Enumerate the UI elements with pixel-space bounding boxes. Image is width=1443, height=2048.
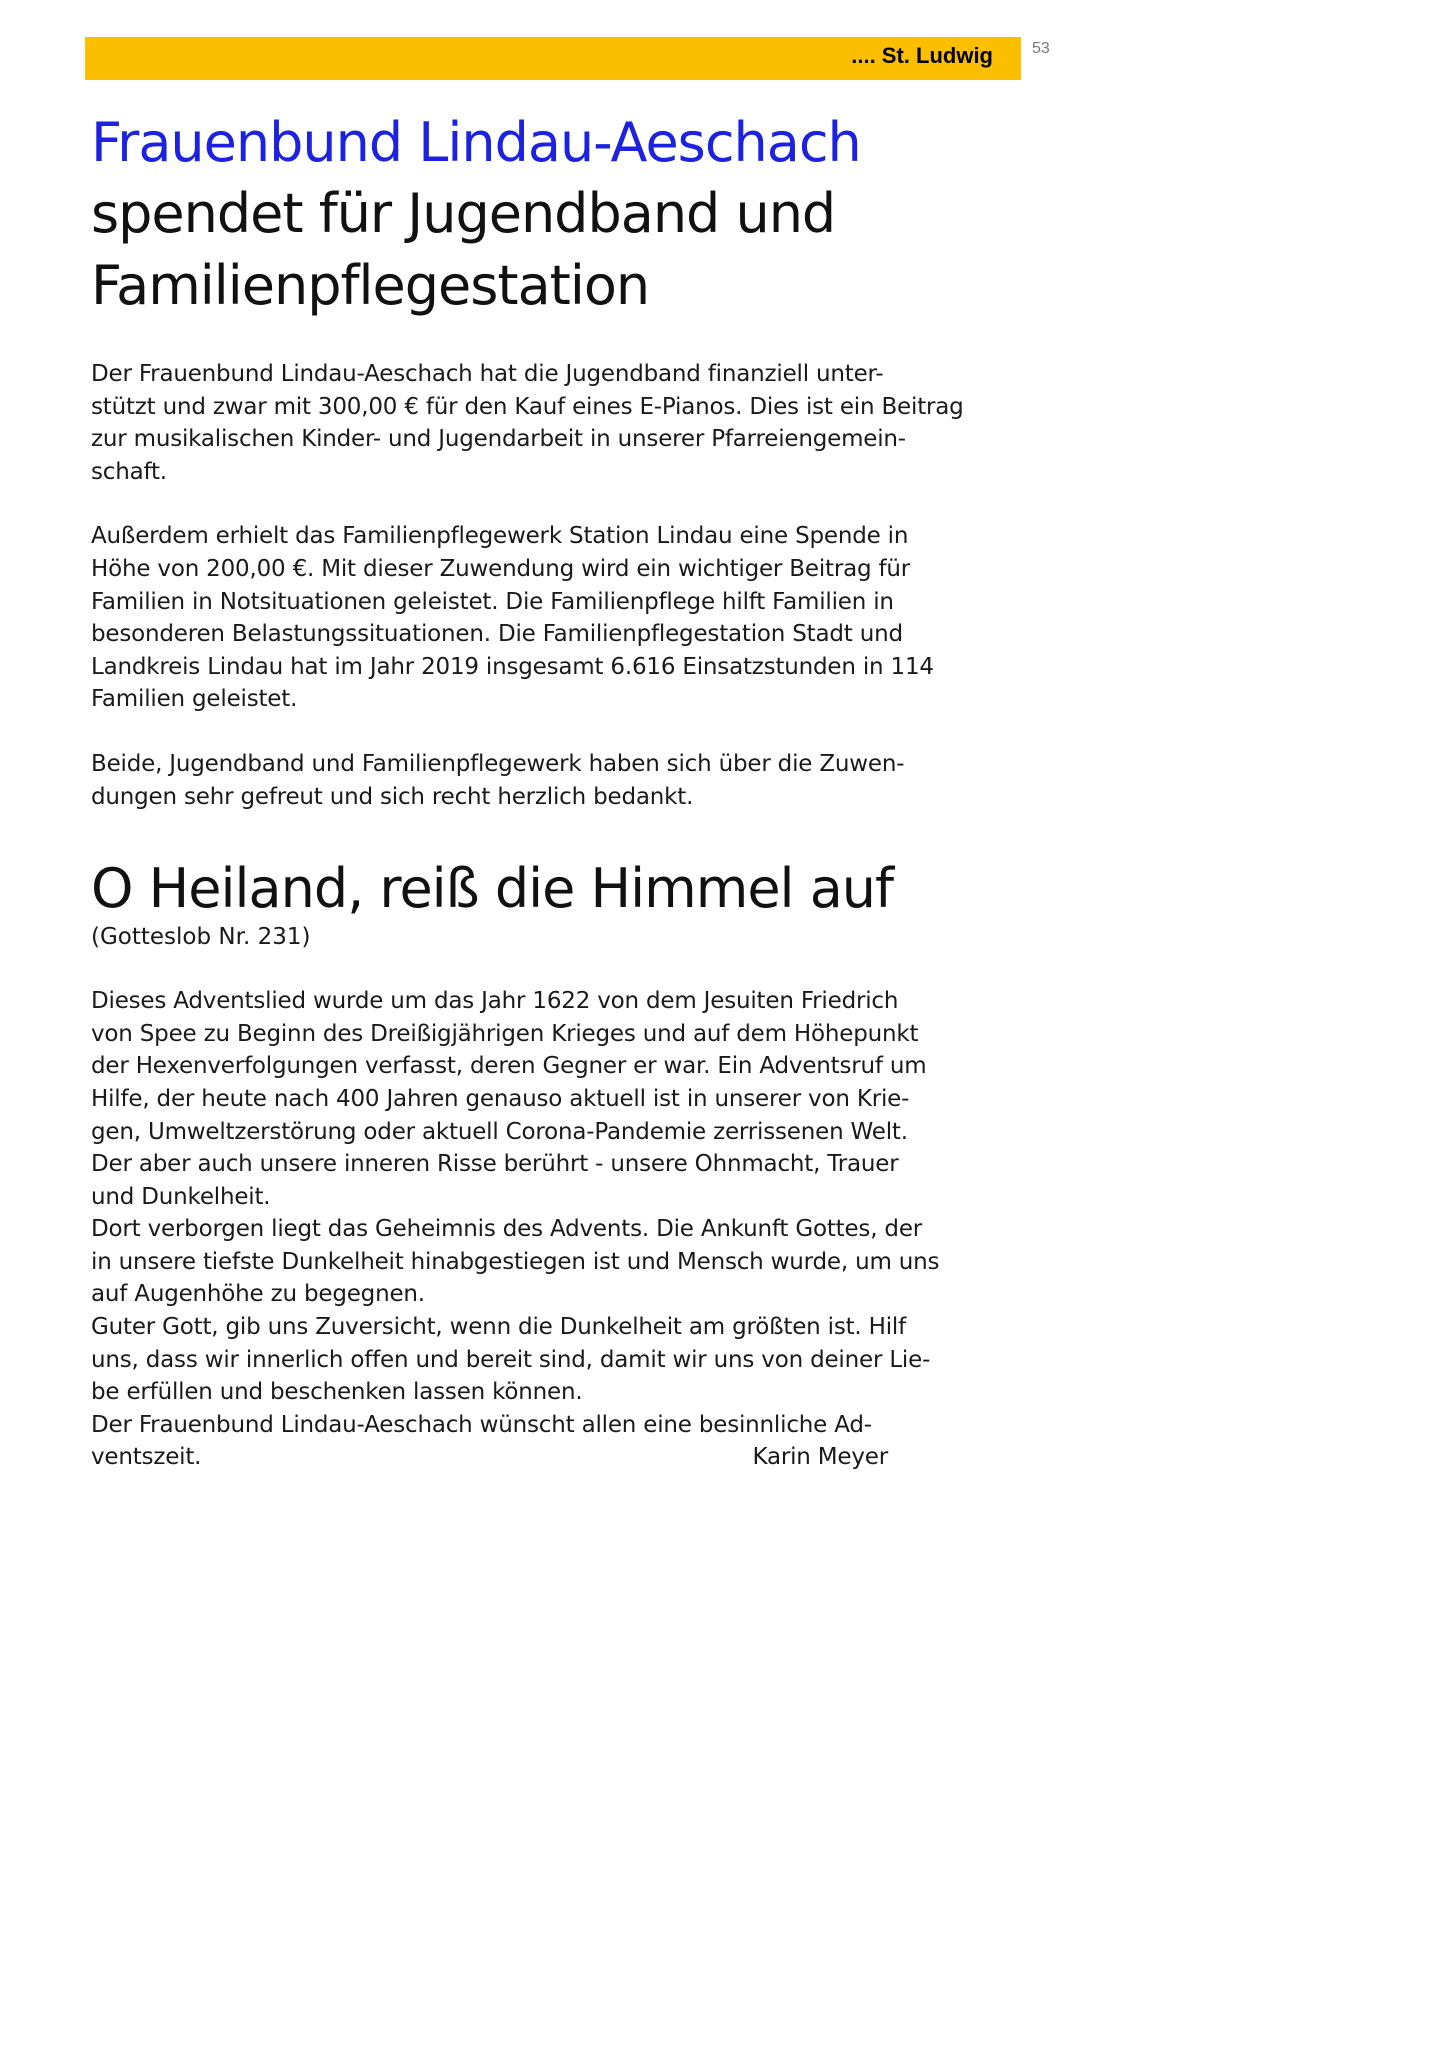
text-line: Landkreis Lindau hat im Jahr 2019 insgesamt 6.616 Einsatzstunden in 114 [91,653,934,680]
article-1 [91,108,1036,813]
article-2-subtitle: (Gotteslob Nr. 231) [91,924,311,951]
article-1-paragraph-2 [91,520,1036,716]
text-line: Höhe von 200,00 €. Mit dieser Zuwendung wird ein wichtiger Beitrag für [91,555,911,582]
text-line: besonderen Belastungssituationen. Die Familienpflegestation Stadt und [91,621,903,648]
text-line: der Hexenverfolgungen verfasst, deren Gegner er war. Ein Adventsruf um [91,1053,927,1080]
page-number: 53 [1032,40,1050,57]
article-2-title: O Heiland, reiß die Himmel auf [91,857,894,921]
page-content [91,108,1036,1474]
text-line: Hilfe, der heute nach 400 Jahren genauso aktuell ist in unserer von Krie- [91,1085,910,1112]
article-1-paragraph-1 [91,358,1036,488]
section-title: .... St. Ludwig [851,43,993,68]
text-line: von Spee zu Beginn des Dreißigjährigen Krieges und auf dem Höhepunkt [91,1020,919,1047]
section-header-bar [85,37,1021,80]
text-line: Der Frauenbund Lindau-Aeschach hat die Jugendband finanziell unter- [91,361,884,387]
text-line: Beide, Jugendband und Familienpflegewerk haben sich über die Zuwen- [91,750,905,777]
text-line: und Dunkelheit. [91,1183,271,1210]
text-line: Der Frauenbund Lindau-Aeschach wünscht allen eine besinnliche Ad- [91,1411,872,1438]
text-line: Außerdem erhielt das Familienpflegewerk Station Lindau eine Spende in [91,523,909,550]
text-line: Guter Gott, gib uns Zuversicht, wenn die Dunkelheit am größten ist. Hilf [91,1314,907,1341]
closing-line [91,1441,888,1474]
article-2-body [91,985,1036,1474]
text-line: in unsere tiefste Dunkelheit hinabgestiegen ist und Mensch wurde, um uns [91,1248,940,1275]
text-line: Der aber auch unsere inneren Risse berührt - unsere Ohnmacht, Trauer [91,1151,899,1178]
article-1-paragraph-3 [91,748,1036,813]
text-line: Dort verborgen liegt das Geheimnis des Advents. Die Ankunft Gottes, der [91,1216,923,1243]
article-1-title-line-2: spendet für Jugendband und [91,182,836,245]
text-line: uns, dass wir innerlich offen und bereit sind, damit wir uns von deiner Lie- [91,1346,931,1373]
article-1-title-line-1: Frauenbund Lindau-Aeschach [91,111,861,174]
text-line-end: ventszeit. [91,1444,202,1471]
text-line: auf Augenhöhe zu begegnen. [91,1281,425,1308]
author-name: Karin Meyer [752,1444,888,1471]
article-1-title-line-3: Familienpflegestation [91,254,650,317]
article-2 [91,857,1036,1474]
text-line: dungen sehr gefreut und sich recht herzlich bedankt. [91,783,694,810]
text-line: gen, Umweltzerstörung oder aktuell Corona-Pandemie zerrissenen Welt. [91,1118,908,1145]
text-line: zur musikalischen Kinder- und Jugendarbeit in unserer Pfarreiengemein- [91,426,906,453]
text-line: be erfüllen und beschenken lassen können. [91,1379,583,1406]
text-line: Dieses Adventslied wurde um das Jahr 1622 von dem Jesuiten Friedrich [91,988,899,1015]
text-line: schaft. [91,458,167,485]
text-line: stützt und zwar mit 300,00 € für den Kauf eines E-Pianos. Dies ist ein Beitrag [91,393,964,420]
text-line: Familien geleistet. [91,686,298,713]
text-line: Familien in Notsituationen geleistet. Die Familienpflege hilft Familien in [91,588,894,615]
